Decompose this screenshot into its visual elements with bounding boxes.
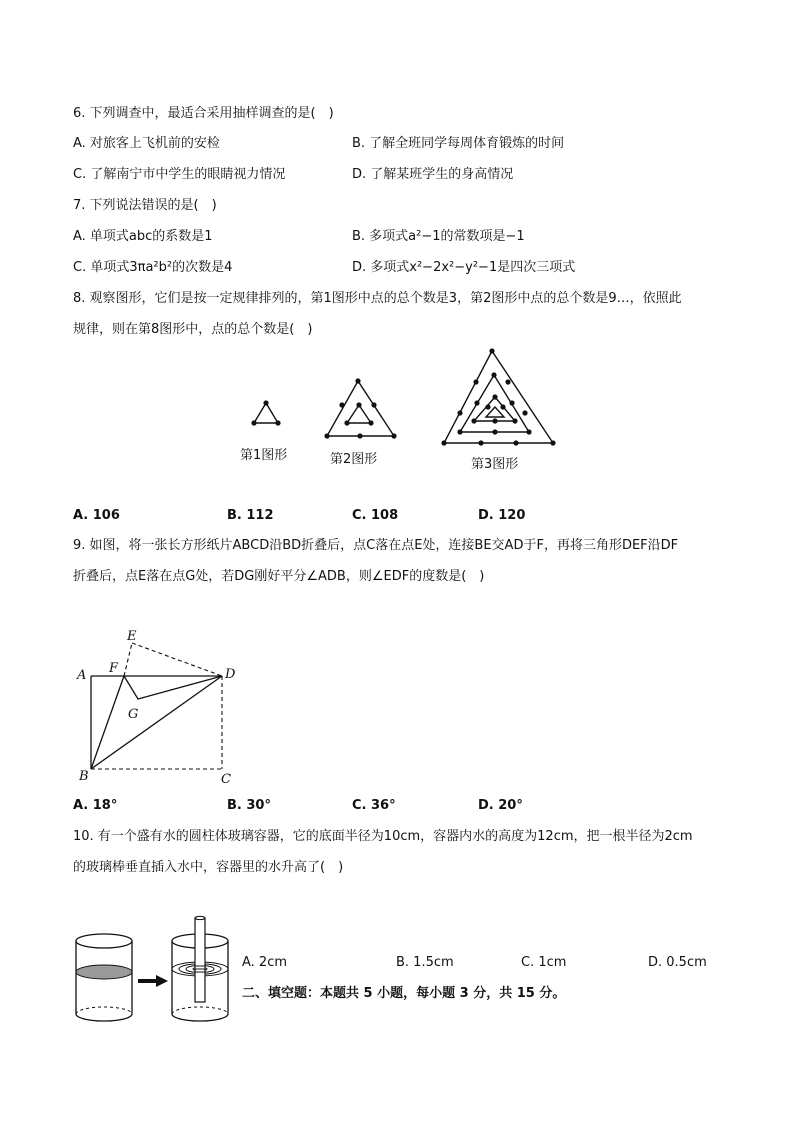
q9-label-a: A [77, 668, 87, 683]
q8-stem-line1: 8. 观察图形，它们是按一定规律排列的，第1图形中点的总个数是3，第2图形中点的总个数是9…，依照此 [73, 291, 682, 306]
q6-stem: 6. 下列调查中，最适合采用抽样调查的是( ) [73, 106, 334, 121]
q10-option-a: A. 2cm [242, 955, 288, 970]
q10-stem-line1: 10. 有一个盛有水的圆柱体玻璃容器，它的底面半径为10cm，容器内水的高度为12cm，把一根半径为2cm [73, 829, 693, 844]
q8-stem-line2: 规律，则在第8图形中，点的总个数是( ) [73, 322, 313, 337]
right-arrow-icon [138, 975, 168, 987]
q9-option-d: D. 20° [478, 798, 523, 813]
q9-stem-line1: 9. 如图，将一张长方形纸片ABCD沿BD折叠后，点C落在点E处，连接BE交AD于F，再将三角形DEF沿DF [73, 538, 679, 553]
q6-option-d: D. 了解某班学生的身高情况 [352, 167, 514, 182]
q9-label-g: G [128, 707, 139, 722]
q8-fig2-label: 第2图形 [330, 452, 378, 467]
q7-option-a: A. 单项式abc的系数是1 [73, 229, 213, 244]
q8-option-b: B. 112 [227, 508, 274, 523]
q9-option-a: A. 18° [73, 798, 118, 813]
q9-label-d: D [225, 667, 236, 682]
section2-heading: 二、填空题：本题共 5 小题，每小题 3 分，共 15 分。 [242, 986, 566, 1001]
q7-option-d: D. 多项式x²−2x²−y²−1是四次三项式 [352, 260, 576, 275]
q10-option-d: D. 0.5cm [648, 955, 707, 970]
q6-option-b: B. 了解全班同学每周体育锻炼的时间 [352, 136, 565, 151]
q8-option-a: A. 106 [73, 508, 120, 523]
q10-stem-line2: 的玻璃棒垂直插入水中，容器里的水升高了( ) [73, 860, 344, 875]
q9-label-f: F [109, 661, 119, 676]
q9-label-b: B [79, 769, 89, 784]
q9-label-c: C [221, 772, 231, 787]
q6-option-a: A. 对旅客上飞机前的安检 [73, 136, 220, 151]
q7-stem: 7. 下列说法错误的是( ) [73, 198, 217, 213]
q8-fig3-label: 第3图形 [471, 457, 519, 472]
q10-option-c: C. 1cm [521, 955, 567, 970]
q9-option-c: C. 36° [352, 798, 396, 813]
q7-option-b: B. 多项式a²−1的常数项是−1 [352, 229, 525, 244]
q8-fig1-label: 第1图形 [240, 448, 288, 463]
q9-option-b: B. 30° [227, 798, 271, 813]
q9-stem-line2: 折叠后，点E落在点G处，若DG刚好平分∠ADB，则∠EDF的度数是( ) [73, 569, 485, 584]
q8-option-d: D. 120 [478, 508, 526, 523]
q10-option-b: B. 1.5cm [396, 955, 454, 970]
q6-option-c: C. 了解南宁市中学生的眼睛视力情况 [73, 167, 286, 182]
q9-label-e: E [127, 629, 137, 644]
q8-option-c: C. 108 [352, 508, 399, 523]
q7-option-c: C. 单项式3πa²b²的次数是4 [73, 260, 233, 275]
